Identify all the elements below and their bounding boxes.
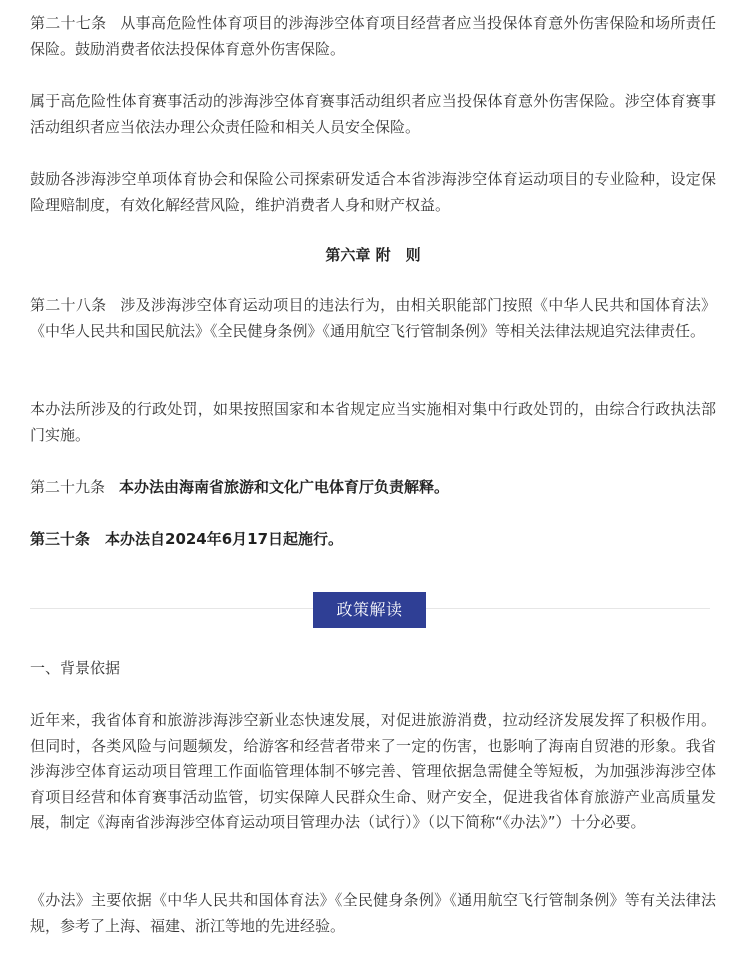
article-27-paragraph-2: 属于高危险性体育赛事活动的涉海涉空体育赛事活动组织者应当投保体育意外伤害保险。涉空体育赛事活动组织者应当依法办理公众责任险和相关人员安全保险。: [30, 92, 716, 136]
article-27-number: 第二十七条: [30, 14, 107, 32]
article-28-number: 第二十八条: [30, 296, 107, 314]
article-27-paragraph-3: 鼓励各涉海涉空单项体育协会和保险公司探索研发适合本省涉海涉空体育运动项目的专业险种，设定保险理赔制度，有效化解经营风险，维护消费者人身和财产权益。: [30, 170, 716, 214]
policy-interpretation-badge: 政策解读: [313, 592, 426, 628]
section-1-title: 一、背景依据: [30, 659, 121, 677]
chapter-6-title: 第六章 附 则: [325, 246, 421, 264]
article-30: 第三十条 本办法自2024年6月17日起施行。: [30, 530, 344, 548]
article-28-paragraph-2: 本办法所涉及的行政处罚，如果按照国家和本省规定应当实施相对集中行政处罚的，由综合行政执法部门实施。: [30, 400, 716, 444]
article-27-text: 从事高危险性体育项目的涉海涉空体育项目经营者应当投保体育意外伤害保险和场所责任保险。鼓励消费者依法投保体育意外伤害保险。: [30, 14, 716, 58]
interpretation-paragraph-1: 近年来，我省体育和旅游涉海涉空新业态快速发展，对促进旅游消费，拉动经济发展发挥了积极作用。但同时，各类风险与问题频发，给游客和经营者带来了一定的伤害，也影响了海南自贸港的形象。我省涉海涉空体育运动项目管理工作面临管理体制不够完善、管理依据急需健全等短板，为加强涉海涉空体育项目经营和体育赛事活动监管，切实保障人民群众生命、财产安全，促进我省体育旅游产业高质量发展，制定《海南省涉海涉空体育运动项目管理办法（试行）》（以下简称“《办法》”）十分必要。: [30, 711, 716, 831]
article-28-text: 涉及涉海涉空体育运动项目的违法行为，由相关职能部门按照《中华人民共和国体育法》《中华人民共和国民航法》《全民健身条例》《通用航空飞行管制条例》等相关法律法规追究法律责任。: [30, 296, 716, 340]
article-29-text: 本办法由海南省旅游和文化广电体育厅负责解释。: [119, 478, 450, 496]
article-28-paragraph-1: [30, 293, 716, 344]
interpretation-paragraph-2: 《办法》主要依据《中华人民共和国体育法》《全民健身条例》《通用航空飞行管制条例》等有关法律法规，参考了上海、福建、浙江等地的先进经验。: [30, 891, 716, 935]
article-27-paragraph-1: [30, 11, 716, 62]
article-29: [30, 475, 716, 501]
article-29-number: 第二十九条: [30, 478, 106, 496]
